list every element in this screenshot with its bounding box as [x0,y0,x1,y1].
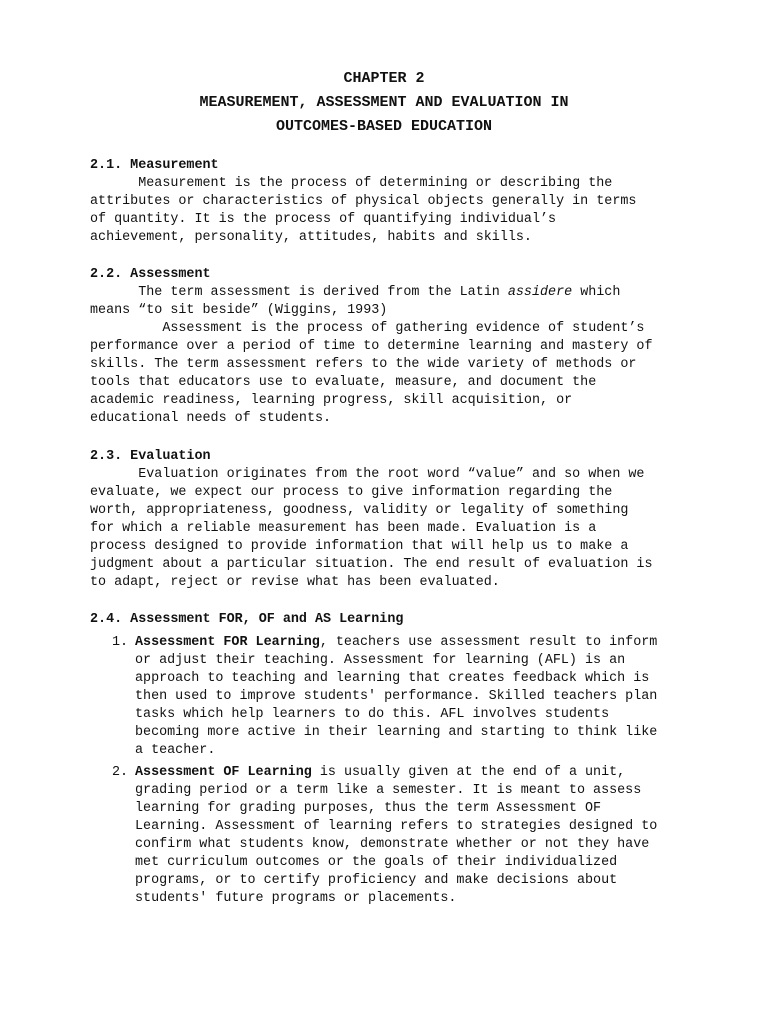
paragraph-line: academic readiness, learning progress, skill acquisition, or [90,393,573,408]
paragraph-line [90,284,690,302]
section-assessment [90,266,690,428]
paragraph-line: tools that educators use to evaluate, measure, and document the [90,375,597,390]
paragraph-line: evaluate, we expect our process to give information regarding the [90,485,613,500]
section-for-of-as [90,611,690,629]
list-line: approach to teaching and learning that creates feedback which is [135,671,650,686]
section-heading: 2.4. Assessment FOR, OF and AS Learning [90,612,404,627]
list-number: 1. [112,635,129,650]
list-item [90,764,690,908]
list-item-body [135,634,690,652]
text-run: is usually given at the end of a unit, [311,765,626,780]
list-line: programs, or to certify proficiency and make decisions about [135,873,618,888]
paragraph-line: performance over a period of time to determine learning and mastery of [90,339,653,354]
list-number: 2. [112,765,129,780]
chapter-number: CHAPTER 2 [343,70,425,87]
list-line: tasks which help learners to do this. AFL involves students [135,707,610,722]
latin-term: assidere [507,285,573,300]
paragraph-line: educational needs of students. [90,411,332,426]
list-line: students' future programs or placements. [135,891,457,906]
chapter-title-line-2: OUTCOMES-BASED EDUCATION [275,118,493,135]
section-heading: 2.2. Assessment [90,267,211,282]
paragraph-line: achievement, personality, attitudes, habits and skills. [90,230,532,245]
list-item [90,634,690,760]
section-evaluation [90,448,690,592]
list-item-body [135,764,690,782]
paragraph-line: Evaluation originates from the root word “value” and so when we [90,467,645,482]
list-line: grading period or a term like a semester. It is meant to assess [135,783,642,798]
list-line: learning for grading purposes, thus the term Assessment OF [135,801,602,816]
list-line: then used to improve students' performance. Skilled teachers plan [135,689,658,704]
text-run: , teachers use assessment result to inform [319,635,658,650]
paragraph-line: judgment about a particular situation. The end result of evaluation is [90,557,653,572]
list-line: Learning. Assessment of learning refers to strategies designed to [135,819,658,834]
section-heading: 2.3. Evaluation [90,449,211,464]
list-term: Assessment FOR Learning [135,635,320,650]
numbered-list [90,634,690,908]
list-line: a teacher. [135,743,216,758]
list-line: confirm what students know, demonstrate whether or not they have [135,837,650,852]
list-line: met curriculum outcomes or the goals of their individualized [135,855,618,870]
list-line: or adjust their teaching. Assessment for learning (AFL) is an [135,653,626,668]
paragraph-line: Assessment is the process of gathering evidence of student’s [90,321,645,336]
text-run: The term assessment is derived from the Latin [90,285,508,300]
paragraph-line: worth, appropriateness, goodness, validity or legality of something [90,503,629,518]
paragraph-line: Measurement is the process of determining or describing the [90,176,613,191]
section-measurement [90,157,690,247]
paragraph-line: skills. The term assessment refers to the wide variety of methods or [90,357,637,372]
paragraph-line: of quantity. It is the process of quantifying individual’s [90,212,557,227]
chapter-title-line-1: MEASUREMENT, ASSESSMENT AND EVALUATION IN [199,94,569,111]
list-term: Assessment OF Learning [135,765,312,780]
paragraph-line: to adapt, reject or revise what has been evaluated. [90,575,500,590]
list-line: becoming more active in their learning and starting to think like [135,725,658,740]
paragraph-line: attributes or characteristics of physical objects generally in terms [90,194,637,209]
text-run: which [572,285,621,300]
paragraph-line: means “to sit beside” (Wiggins, 1993) [90,303,388,318]
paragraph-line: for which a reliable measurement has been made. Evaluation is a [90,521,597,536]
paragraph-line: process designed to provide information that will help us to make a [90,539,629,554]
section-heading: 2.1. Measurement [90,158,219,173]
